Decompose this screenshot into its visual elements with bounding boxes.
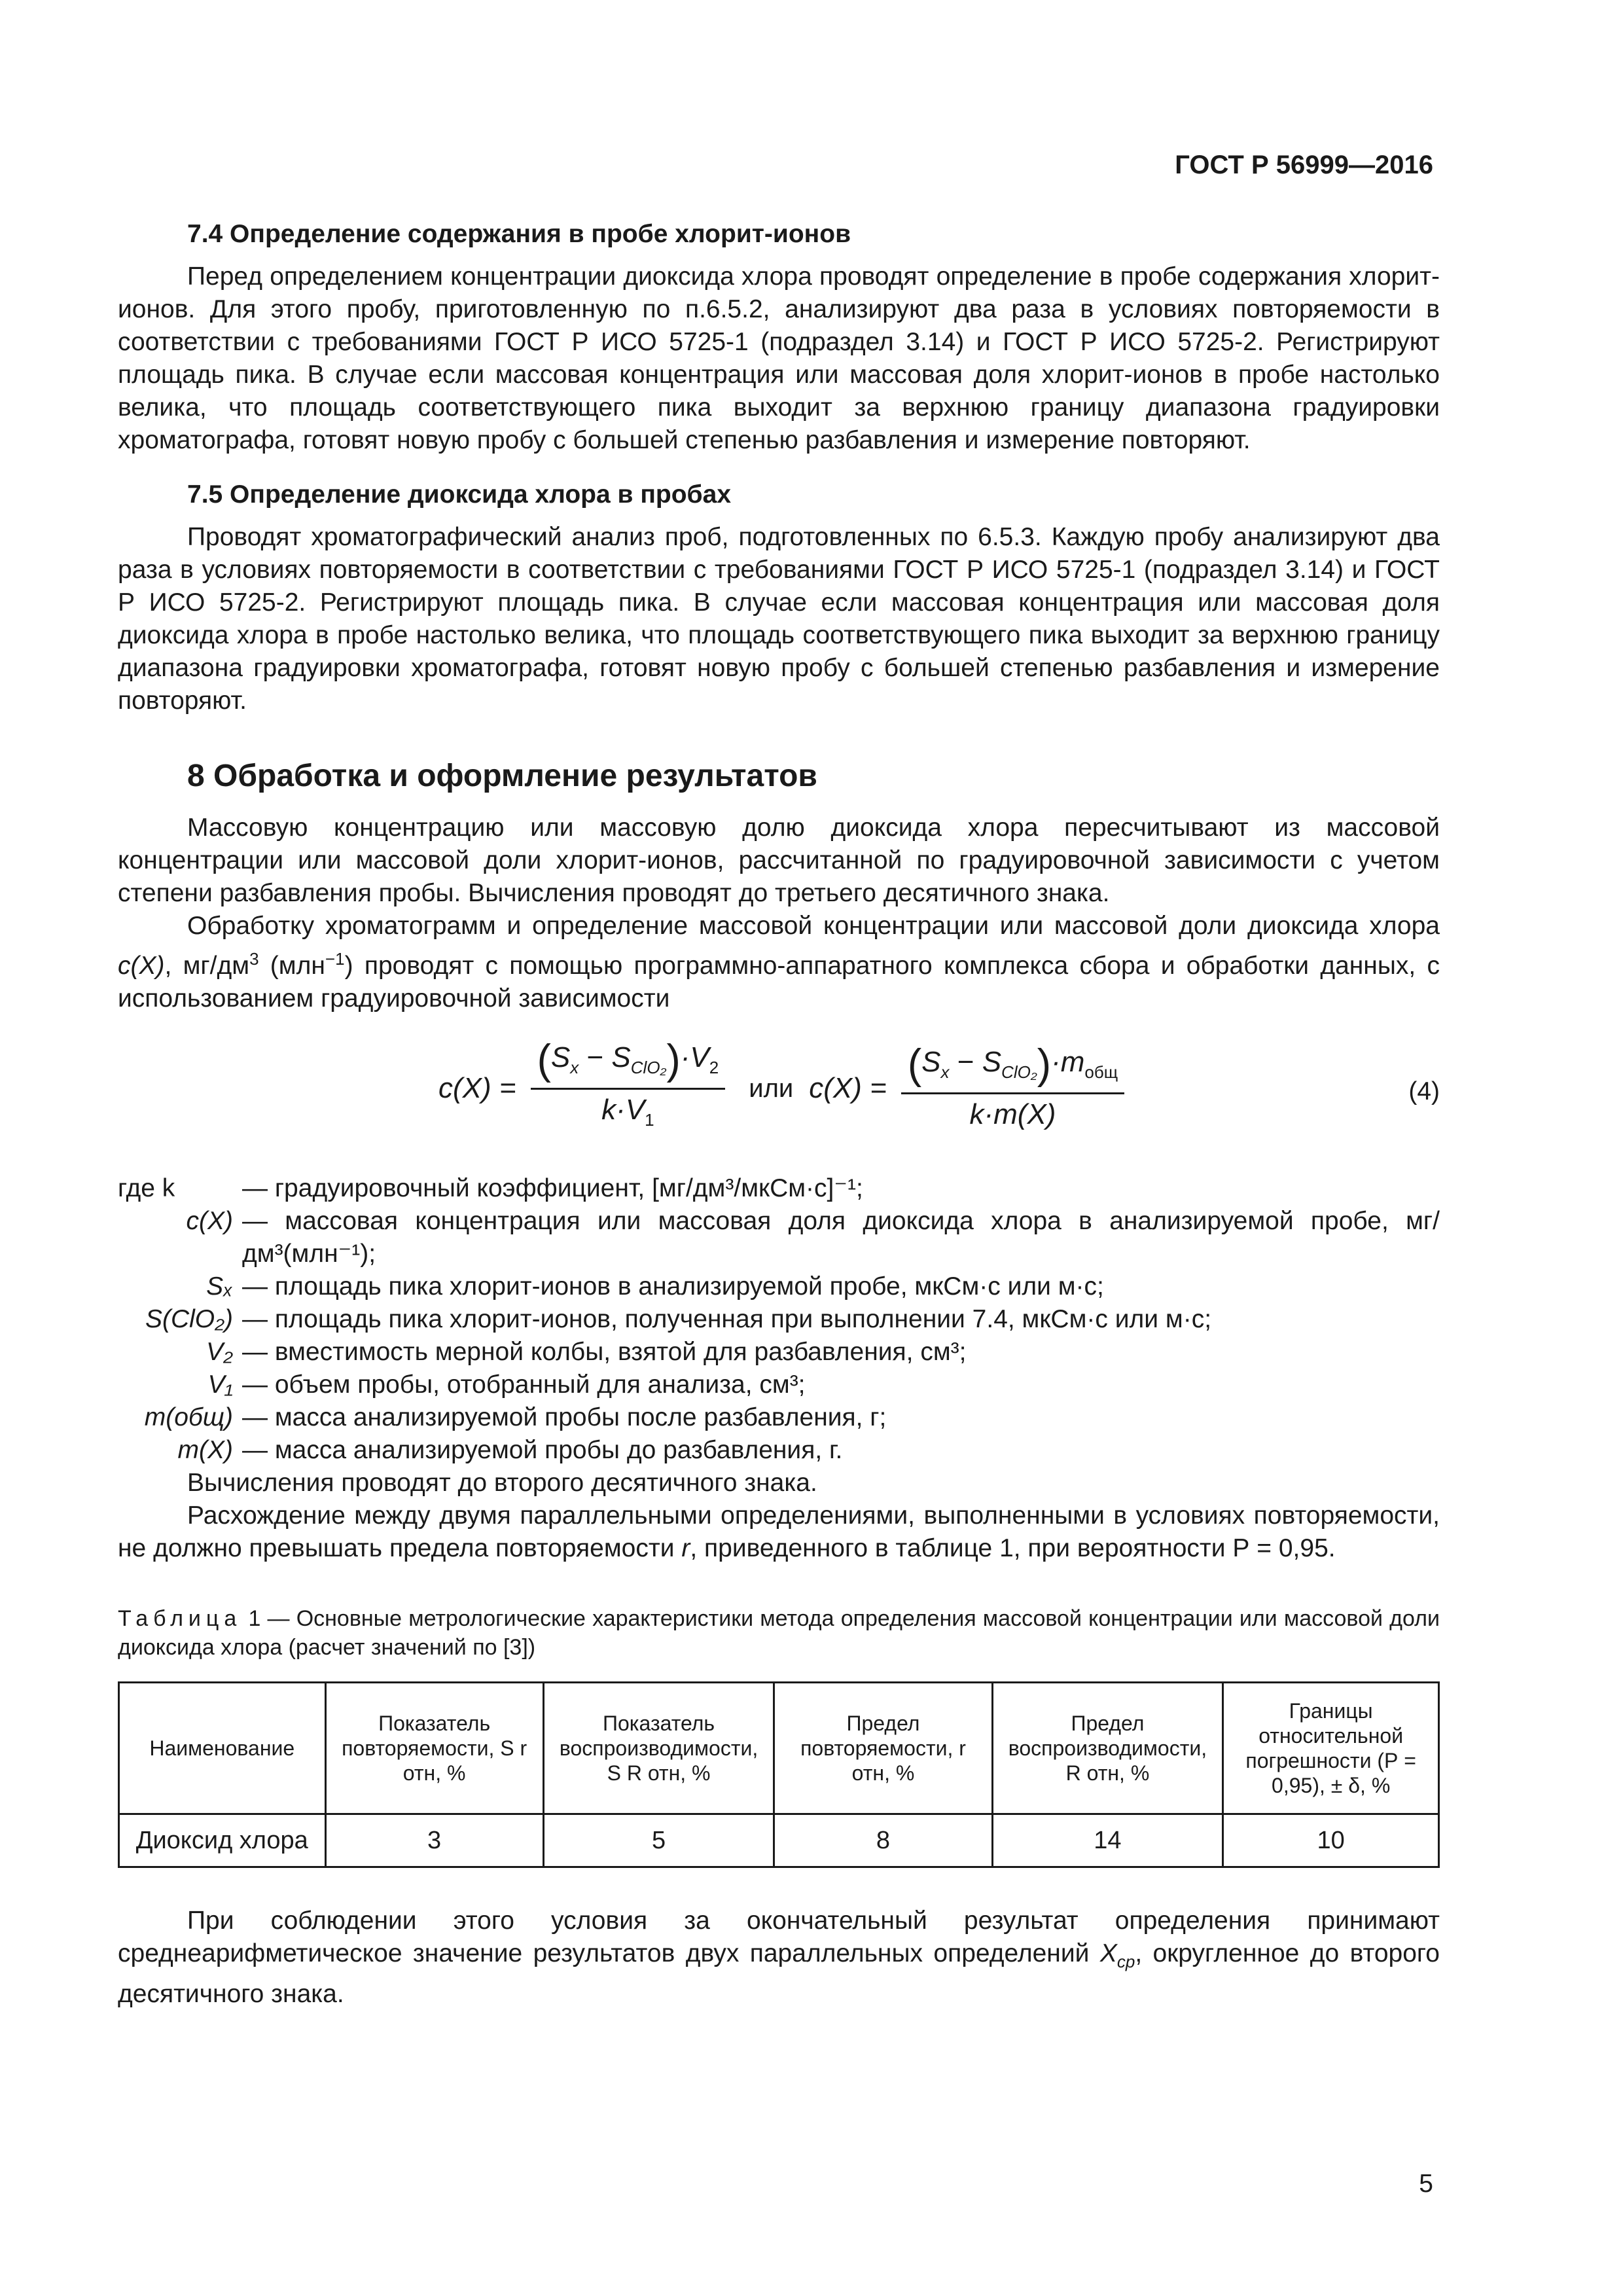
table-cell: 8 xyxy=(774,1814,992,1867)
section-8-para1: Массовую концентрацию или массовую долю диоксида хлора пересчитывают из массовой концентрации или массовой доли хлорит-ионов, рассчитанной по градуировочной зависимости с учетом степени разбавления пробы. Вычисления проводят до третьего десятичного знака. xyxy=(118,814,1440,907)
definition-k: где k — градуировочный коэффициент, [мг/дм³/мкСм·с]⁻¹; xyxy=(118,1174,863,1202)
section-8-para2: Обработку хроматограмм и определение массовой концентрации или массовой доли диоксида хлора c(X), $мг/дм^3$ (млн$^{-1}$) проводят с помощью программно-аппаратного комплекса сбора и обработки данных, с использованием градуировочной зависимости xyxy=(118,912,1440,1013)
table-header-cell: Границы относительной погрешности (Р = 0,95), ± δ, % xyxy=(1223,1683,1439,1814)
table-header-row xyxy=(119,1683,1439,1814)
table-cell: Диоксид хлора xyxy=(119,1814,326,1867)
section-7-4-text: Перед определением концентрации диоксида хлора проводят определение в пробе содержания хлорит-ионов. Для этого пробу, приготовленную по п.6.5.2, анализируют два раза в условиях повторяемости в соответствии с требованиями ГОСТ Р ИСО 5725-1 (подраздел 3.14) и ГОСТ Р ИСО 5725-2. Регистрируют площадь пика. В случае если массовая концентрация или массовая доля хлорит-ионов в пробе настолько велика, что площадь соответствующего пика выходит за верхнюю границу диапазона градуировки хроматографа, готовят новую пробу с большей степенью разбавления и измерение повторяют. xyxy=(118,262,1440,454)
table-cell: 3 xyxy=(325,1814,543,1867)
table-caption: Таблица 1 — Основные метрологические характеристики метода определения массовой концентрации или массовой доли диоксида хлора (расчет значений по [3]) xyxy=(118,1606,1440,1660)
page-number: 5 xyxy=(1419,2170,1433,2198)
formula-lhs: c(X) = xyxy=(438,1072,516,1105)
definitions-list xyxy=(118,1172,1440,1467)
table-header-cell: Показатель повторяемости, S r отн, % xyxy=(325,1683,543,1814)
final-result-text: При соблюдении этого условия за окончательный результат определения принимают среднеарифметическое значение результатов двух параллельных определений $X_{ср}$, округленное до второго десятичного знака. xyxy=(118,1907,1440,2008)
table-header-cell: Предел повторяемости, r отн, % xyxy=(774,1683,992,1814)
formula-4 xyxy=(118,1028,1440,1159)
formula-fraction-1: $\frac{(S_x - S_{ClO_2})\cdot V_2}{k\cdot V_1}$ xyxy=(531,1041,726,1136)
definition-mx: m(X) — масса анализируемой пробы до разбавления, г. xyxy=(177,1436,843,1464)
calc-note: Вычисления проводят до второго десятичного знака. xyxy=(187,1469,817,1497)
formula-or: или xyxy=(749,1074,794,1103)
definition-v2: V₂ — вместимость мерной колбы, взятой для разбавления, см³; xyxy=(206,1338,967,1366)
definition-sx: Sₓ — площадь пика хлорит-ионов в анализируемой пробе, мкСм·с или м·с; xyxy=(206,1272,1104,1300)
table-cell: 5 xyxy=(543,1814,774,1867)
table-header-cell: Показатель воспроизводимости, S R отн, % xyxy=(543,1683,774,1814)
formula-lhs-2: c(X) = xyxy=(809,1072,887,1105)
section-8-title: 8 Обработка и оформление результатов xyxy=(187,759,817,793)
formula-fraction-2: $\frac{(S_x - S_{ClO_2})\cdot m_{общ}}{k\cdot m(X)}$ xyxy=(901,1046,1124,1131)
page-content xyxy=(118,216,1440,2011)
section-7-5-title: 7.5 Определение диоксида хлора в пробах xyxy=(187,480,732,509)
table-cell: 14 xyxy=(992,1814,1223,1867)
table-row xyxy=(119,1814,1439,1867)
definition-sclo2: S(ClO₂) — площадь пика хлорит-ионов, полученная при выполнении 7.4, мкСм·с или м·с; xyxy=(145,1305,1212,1333)
section-7-4-title: 7.4 Определение содержания в пробе хлорит-ионов xyxy=(187,220,851,248)
table-cell: 10 xyxy=(1223,1814,1439,1867)
definition-mtotal: m(общ) — масса анализируемой пробы после разбавления, г; xyxy=(144,1403,887,1431)
document-id-header: ГОСТ Р 56999—2016 xyxy=(1175,151,1433,179)
definition-cx: c(X) — массовая концентрация или массовая доля диоксида хлора в анализируемой пробе, мг/дм³(млн⁻¹); xyxy=(186,1207,1440,1268)
discrepancy-text: Расхождение между двумя параллельными определениями, выполненными в условиях повторяемости, не должно превышать предела повторяемости r, приведенного в таблице 1, при вероятности Р = 0,95. xyxy=(118,1501,1440,1562)
table-header-cell: Предел воспроизводимости, R отн, % xyxy=(992,1683,1223,1814)
definition-v1: V₁ — объем пробы, отобранный для анализа, см³; xyxy=(207,1371,806,1399)
metrology-table xyxy=(118,1681,1440,1868)
section-7-5-text: Проводят хроматографический анализ проб, подготовленных по 6.5.3. Каждую пробу анализируют два раза в условиях повторяемости в соответствии с требованиями ГОСТ Р ИСО 5725-1 (подраздел 3.14) и ГОСТ Р ИСО 5725-2. Регистрируют площадь пика. В случае если массовая концентрация или массовая доля диоксида хлора в пробе настолько велика, что площадь соответствующего пика выходит за верхнюю границу диапазона градуировки хроматографа, готовят новую пробу с большей степенью разбавления и измерение повторяют. xyxy=(118,523,1440,715)
table-header-cell: Наименование xyxy=(119,1683,326,1814)
formula-number: (4) xyxy=(1408,1077,1440,1105)
